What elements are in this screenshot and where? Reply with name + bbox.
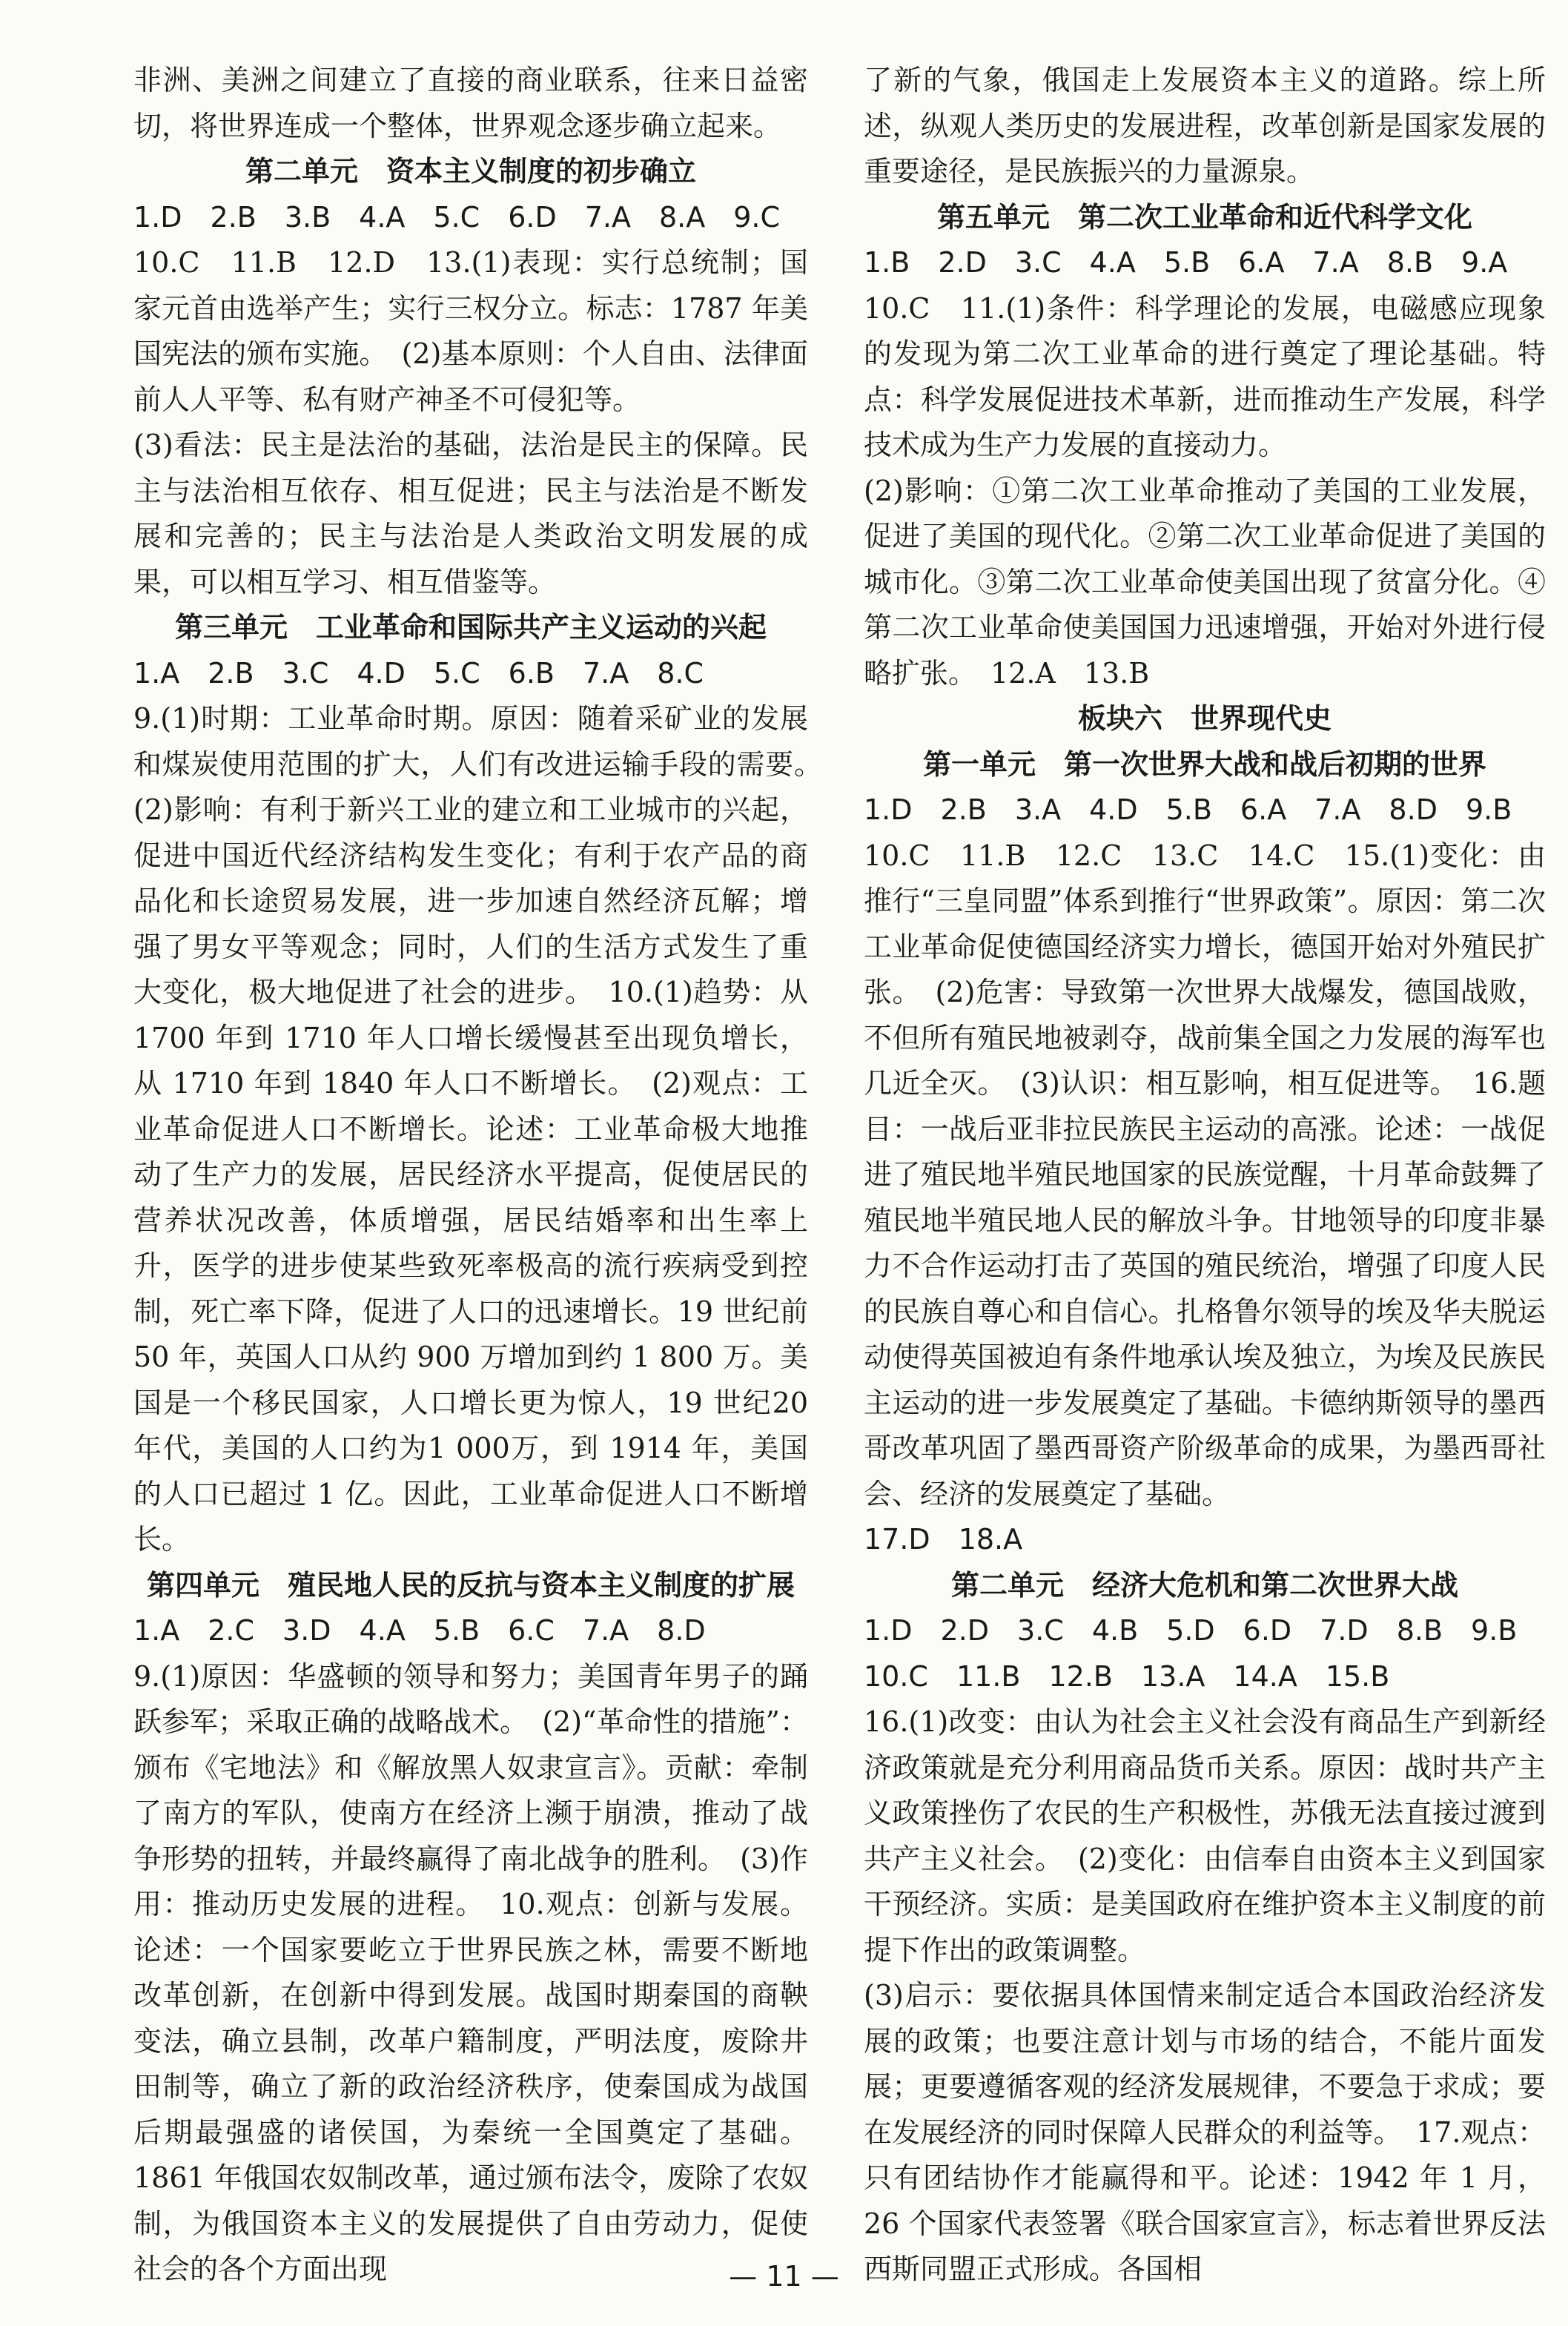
answer-paragraph: 10.C 11.B 12.C 13.C 14.C 15.(1)变化：由推行“三皇同盟”体系到推行“世界政策”。原因：第二次工业革命促使德国经济实力增长，德国开始对外殖民扩张。 (2)危害：导致第一次世界大战爆发，德国战败，不但所有殖民地被剥夺，战前集全国之力发展的海军也几近全灭。 (3)认识：相互影响，相互促进等。 16.题目：一战后亚非拉民族民主运动的高涨。论述：一战促进了殖民地半殖民地国家的民族觉醒，十月革命鼓舞了殖民地半殖民地人民的解放斗争。甘地领导的印度非暴力不合作运动打击了英国的殖民统治，增强了印度人民的民族自尊心和自信心。扎格鲁尔领导的埃及华夫脱运动使得英国被迫有条件地承认埃及独立，为埃及民族民主运动的进一步发展奠定了基础。卡德纳斯领导的墨西哥改革巩固了墨西哥资产阶级革命的成果，为墨西哥社会、经济的发展奠定了基础。 <box>864 839 1546 1510</box>
answer-key-line: 1.A 2.B 3.C 4.D 5.C 6.B 7.A 8.C <box>133 656 704 690</box>
unit-heading: 第五单元 第二次工业革命和近代科学文化 <box>936 200 1472 234</box>
unit-heading: 板块六 世界现代史 <box>1077 702 1332 735</box>
right-column <box>864 58 1546 2293</box>
answer-key-line: 1.B 2.D 3.C 4.A 5.B 6.A 7.A 8.B 9.A <box>864 246 1508 279</box>
answer-key-line: 10.C 11.B 12.B 13.A 14.A 15.B <box>864 1659 1390 1693</box>
unit-heading: 第四单元 殖民地人民的反抗与资本主义制度的扩展 <box>146 1568 795 1602</box>
answer-key-line: 1.A 2.C 3.D 4.A 5.B 6.C 7.A 8.D <box>133 1614 706 1647</box>
left-column <box>133 58 837 2293</box>
answer-paragraph: 10.C 11.(1)条件：科学理论的发展，电磁感应现象的发现为第二次工业革命的进行奠定了理论基础。特点：科学发展促进技术革新，进而推动生产发展，科学技术成为生产力发展的直接动力。 <box>864 291 1546 461</box>
answer-paragraph: (2)影响：①第二次工业革命推动了美国的工业发展，促进了美国的现代化。②第二次工业革命促进了美国的城市化。③第二次工业革命使美国出现了贫富分化。④第二次工业革命使美国国力迅速增强，开始对外进行侵略扩张。 12.A 13.B <box>864 474 1546 690</box>
unit-heading: 第二单元 资本主义制度的初步确立 <box>245 155 696 188</box>
answer-key-line: 1.D 2.B 3.A 4.D 5.B 6.A 7.A 8.D 9.B <box>864 793 1512 826</box>
answer-key-line: 17.D 18.A <box>864 1523 1023 1556</box>
answer-key-line: 1.D 2.D 3.C 4.B 5.D 6.D 7.D 8.B 9.B <box>864 1614 1518 1647</box>
answer-key-line: 1.D 2.B 3.B 4.A 5.C 6.D 7.A 8.A 9.C <box>133 200 781 234</box>
unit-heading: 第三单元 工业革命和国际共产主义运动的兴起 <box>174 611 767 644</box>
answer-paragraph: 9.(1)时期：工业革命时期。原因：随着采矿业的发展和煤炭使用范围的扩大，人们有改进运输手段的需要。 (2)影响：有利于新兴工业的建立和工业城市的兴起，促进中国近代经济结构发生变化；有利于农产品的商品化和长途贸易发展，进一步加速自然经济瓦解；增强了男女平等观念；同时，人们的生活方式发生了重大变化，极大地促进了社会的进步。 10.(1)趋势：从 1700 年到 1710 年人口增长缓慢甚至出现负增长，从 1710 年到 1840 年人口不断增长。 (2)观点：工业革命促进人口不断增长。论述：工业革命极大地推动了生产力的发展，居民经济水平提高，促使居民的营养状况改善，体质增强，居民结婚率和出生率上升，医学的进步使某些致死率极高的流行疾病受到控制，死亡率下降，促进了人口的迅速增长。19 世纪前 50 年，英国人口从约 900 万增加到约 1 800 万。美国是一个移民国家，人口增长更为惊人，19 世纪20 年代，美国的人口约为1 000万，到 1914 年，美国的人口已超过 1 亿。因此，工业革命促进人口不断增长。 <box>133 702 837 1556</box>
answer-paragraph: 非洲、美洲之间建立了直接的商业联系，往来日益密切，将世界连成一个整体，世界观念逐步确立起来。 <box>133 64 808 142</box>
answer-paragraph: 16.(1)改变：由认为社会主义社会没有商品生产到新经济政策就是充分利用商品货币关系。原因：战时共产主义政策挫伤了农民的生产积极性，苏俄无法直接过渡到共产主义社会。 (2)变化：由信奉自由资本主义到国家干预经济。实质：是美国政府在维护资本主义制度的前提下作出的政策调整。 <box>864 1705 1546 1966</box>
answer-paragraph: (3)启示：要依据具体国情来制定适合本国政治经济发展的政策；也要注意计划与市场的结合，不能片面发展；更要遵循客观的经济发展规律，不要急于求成；要在发展经济的同时保障人民群众的利益等。 17.观点：只有团结协作才能赢得和平。论述：1942 年 1 月，26 个国家代表签署《联合国家宣言》，标志着世界反法西斯同盟正式形成。各国相 <box>864 1979 1546 2285</box>
unit-heading: 第二单元 经济大危机和第二次世界大战 <box>950 1568 1458 1602</box>
page-number: — 11 — <box>729 2260 839 2293</box>
answer-paragraph: 10.C 11.B 12.D 13.(1)表现：实行总统制；国家元首由选举产生；实行三权分立。标志：1787 年美国宪法的颁布实施。 (2)基本原则：个人自由、法律面前人人平等、私有财产神圣不可侵犯等。 <box>133 246 808 416</box>
answer-paragraph: 9.(1)原因：华盛顿的领导和努力；美国青年男子的踊跃参军；采取正确的战略战术。 (2)“革命性的措施”：颁布《宅地法》和《解放黑人奴隶宣言》。贡献：牵制了南方的军队，使南方在经济上濒于崩溃，推动了战争形势的扭转，并最终赢得了南北战争的胜利。 (3)作用：推动历史发展的进程。 10.观点：创新与发展。论述：一个国家要屹立于世界民族之林，需要不断地改革创新，在创新中得到发展。战国时期秦国的商鞅变法，确立县制，改革户籍制度，严明法度，废除井田制等，确立了新的政治经济秩序，使秦国成为战国后期最强盛的诸侯国，为秦统一全国奠定了基础。1861 年俄国农奴制改革，通过颁布法令，废除了农奴制，为俄国资本主义的发展提供了自由劳动力，促使社会的各个方面出现 <box>133 1659 808 2285</box>
unit-heading: 第一单元 第一次世界大战和战后初期的世界 <box>922 747 1486 781</box>
answer-paragraph: (3)看法：民主是法治的基础，法治是民主的保障。民主与法治相互依存、相互促进；民主与法治是不断发展和完善的；民主与法治是人类政治文明发展的成果，可以相互学习、相互借鉴等。 <box>133 429 808 598</box>
answer-paragraph: 了新的气象，俄国走上发展资本主义的道路。综上所述，纵观人类历史的发展进程，改革创新是国家发展的重要途径，是民族振兴的力量源泉。 <box>864 64 1546 188</box>
